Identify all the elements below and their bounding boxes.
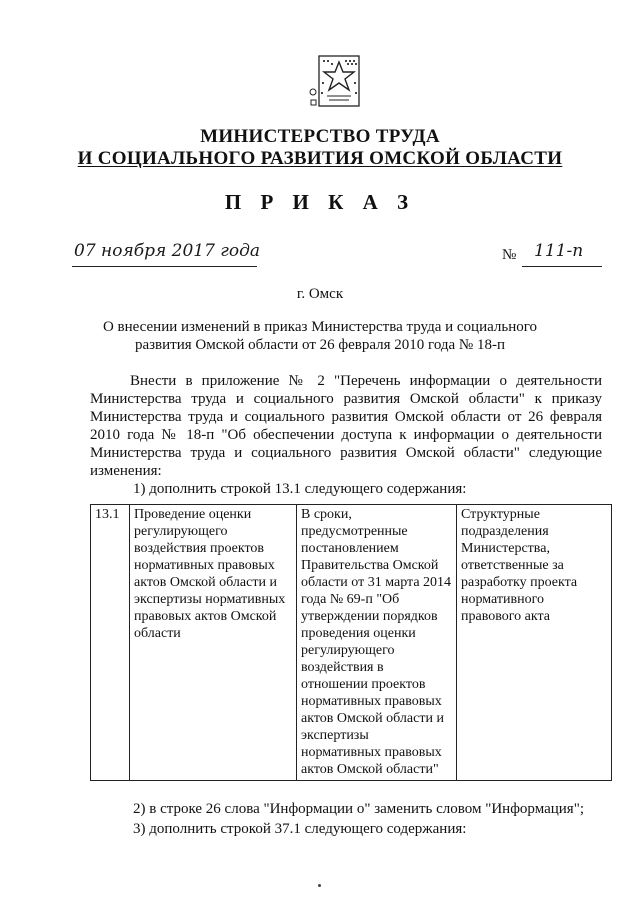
order-date: 07 ноября 2017 года [74, 241, 261, 261]
ministry-name-line2: И СОЦИАЛЬНОГО РАЗВИТИЯ ОМСКОЙ ОБЛАСТИ [77, 148, 563, 169]
table-cell-number: 13.1 [91, 505, 130, 781]
table-row [91, 505, 612, 781]
order-title: П Р И К А З [224, 190, 416, 214]
list-item-2: 2) в строке 26 слова "Информации о" заменить словом "Информация"; [133, 801, 584, 817]
body-intro-paragraph: Внести в приложение № 2 "Перечень информации о деятельности Министерства труда и социального развития Омской области" к приказу Министерства труда и социального развития Омской области от 26 февраля 2010 года № 18-п "Об обеспечении доступа к информации о деятельности Министерства труда и социального развития Омской области" следующие изменения: [90, 373, 602, 479]
table-cell-activity: Проведение оценки регулирующего воздействия проектов нормативных правовых актов Омской области и экспертизы нормативных правовых актов Омской области [130, 505, 297, 781]
city: г. Омск [296, 286, 344, 302]
insert-table [90, 504, 612, 781]
ministry-name-line1: МИНИСТЕРСТВО ТРУДА [200, 126, 440, 147]
list-item-1: 1) дополнить строкой 13.1 следующего содержания: [133, 481, 467, 497]
table-cell-responsible: Структурные подразделения Министерства, ответственные за разработку проекта нормативного правового акта [457, 505, 612, 781]
coat-of-arms-emblem-icon [305, 52, 365, 118]
list-item-3: 3) дополнить строкой 37.1 следующего содержания: [133, 821, 467, 837]
page-mark [318, 884, 321, 887]
order-number: 111-п [534, 241, 584, 261]
table-cell-deadline: В сроки, предусмотренные постановлением Правительства Омской области от 31 марта 2014 года № 69-п "Об утверждении порядков проведения оценки регулирующего воздействия в отношении проектов нормативных правовых актов Омской области и экспертизы нормативных правовых актов Омской области" [297, 505, 457, 781]
number-sign: № [502, 247, 517, 263]
order-subject: О внесении изменений в приказ Министерства труда и социального развития Омской области от 26 февраля 2010 года № 18-п [102, 319, 538, 353]
